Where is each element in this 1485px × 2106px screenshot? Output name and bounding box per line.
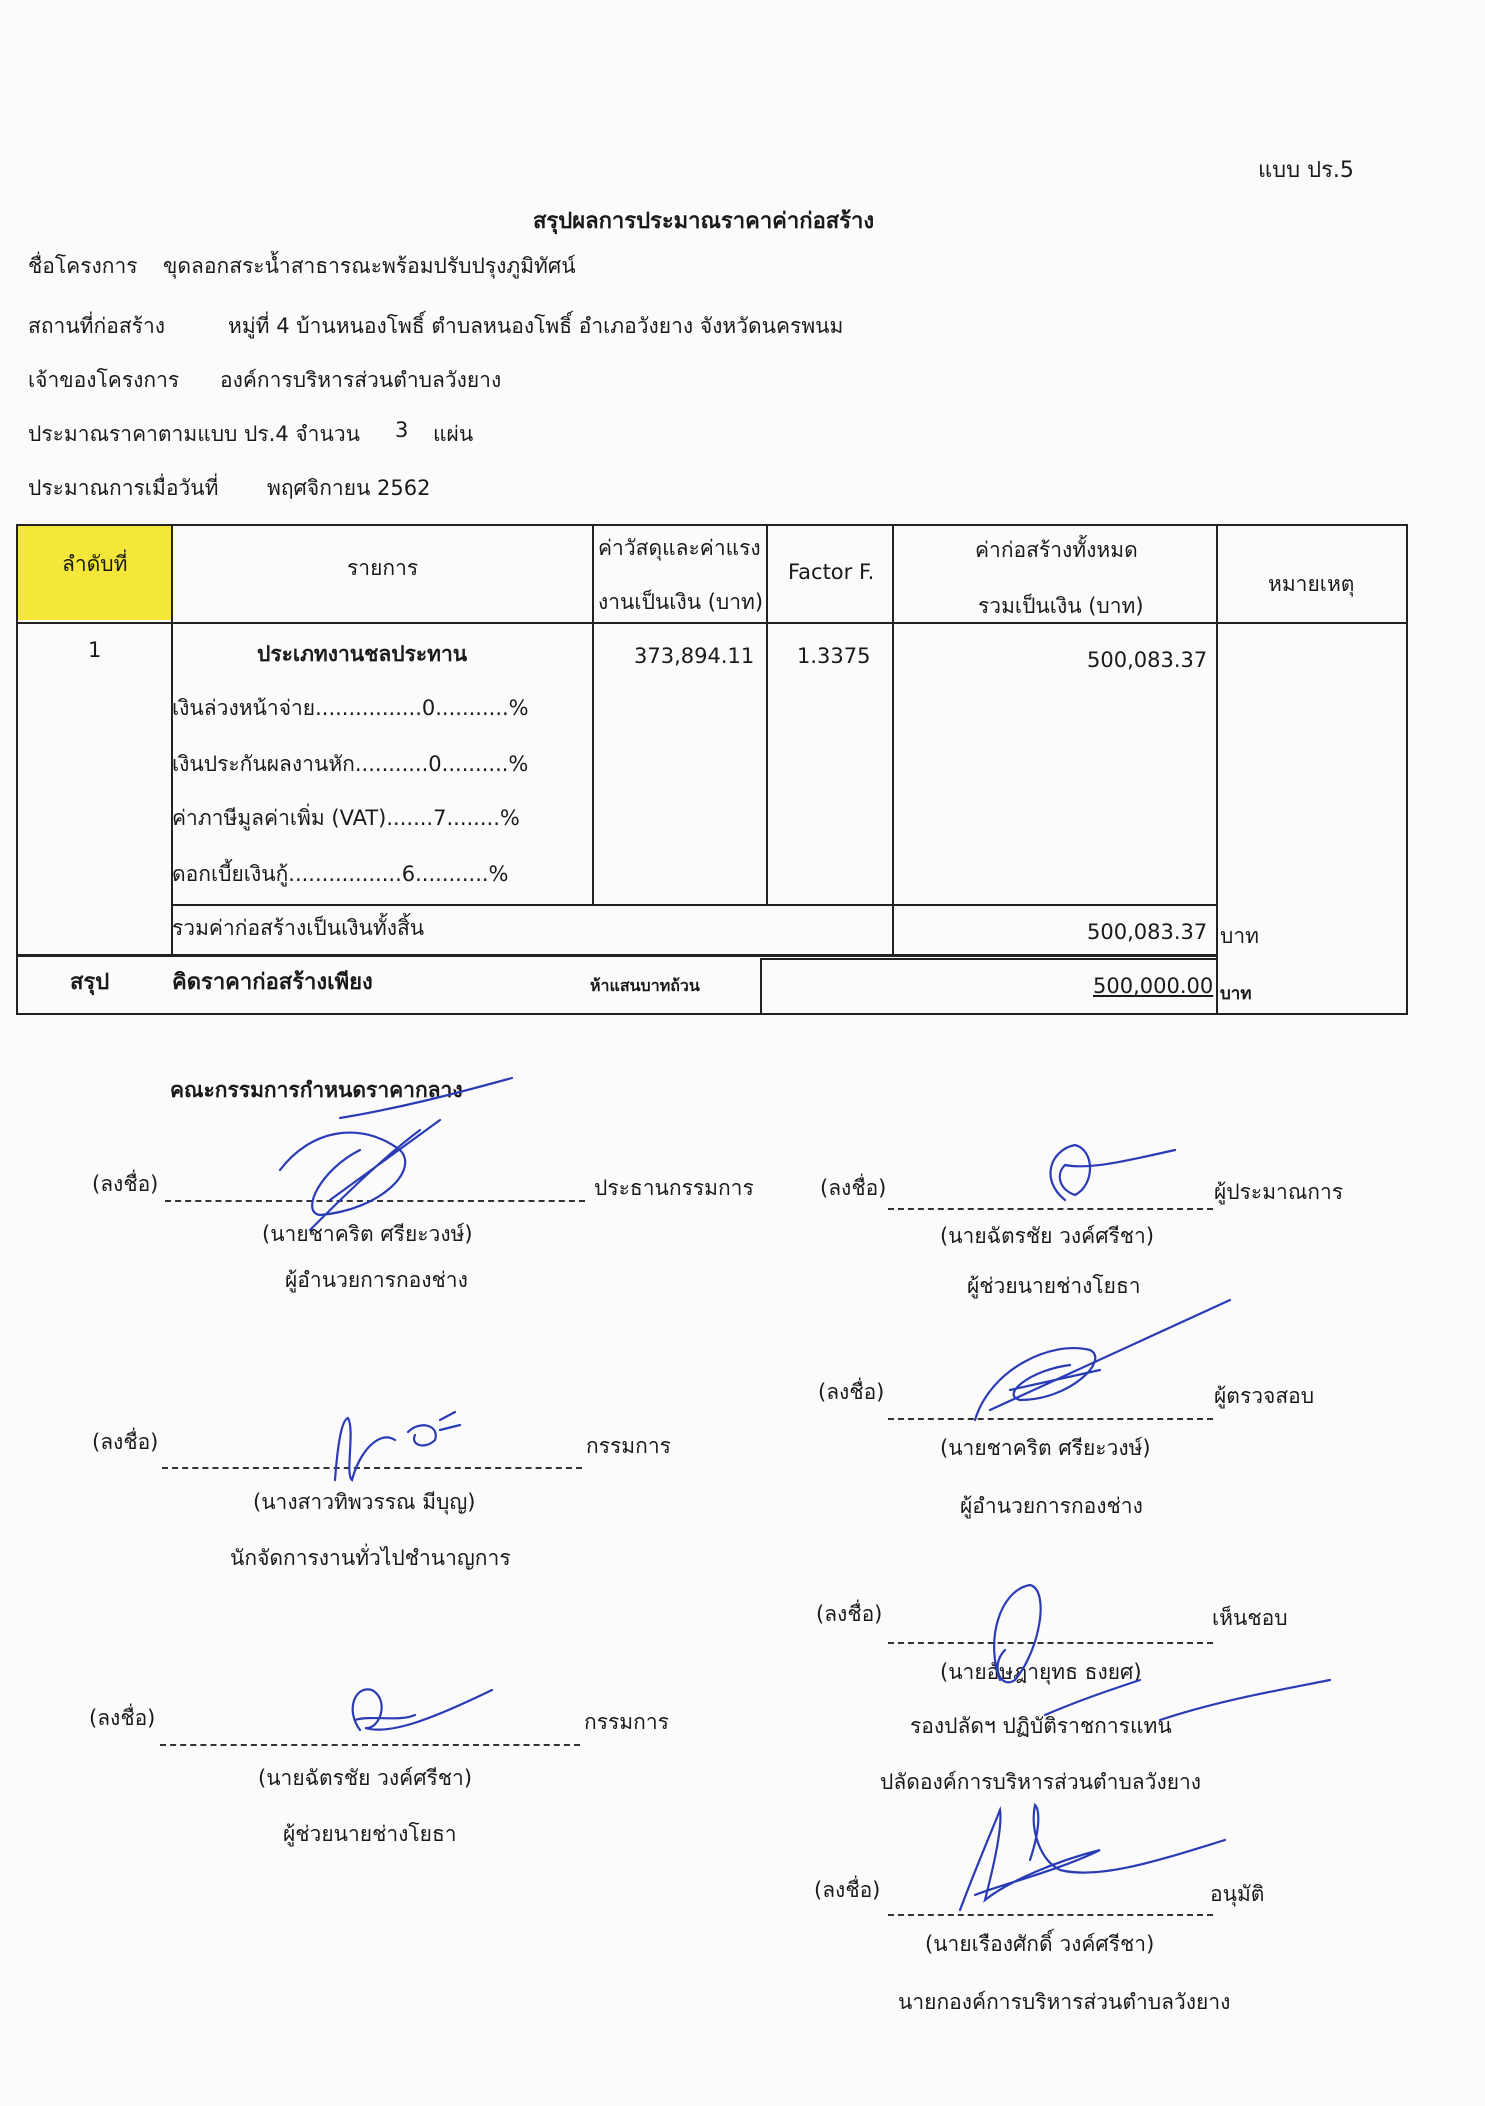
signer-position-2: ปลัดองค์การบริหารส่วนตำบลวังยาง — [880, 1770, 1202, 1794]
location-value: หมู่ที่ 4 บ้านหนองโพธิ์ ตำบลหนองโพธิ์ อำเภอวังยาง จังหวัดนครพนม — [228, 314, 844, 338]
sign-prefix: (ลงชื่อ) — [89, 1706, 156, 1730]
signer-name: (นายชาคริต ศรียะวงษ์) — [262, 1222, 473, 1246]
signer-position: รองปลัดฯ ปฏิบัติราชการแทน — [910, 1714, 1172, 1738]
form-code: แบบ ปร.5 — [1258, 158, 1354, 183]
header-material-2: งานเป็นเงิน (บาท) — [598, 590, 764, 614]
row-no: 1 — [88, 638, 102, 662]
page-title: สรุปผลการประมาณราคาค่าก่อสร้าง — [533, 209, 875, 234]
signature-estimator — [1051, 1145, 1175, 1200]
owner-value: องค์การบริหารส่วนตำบลวังยาง — [220, 368, 502, 392]
signer-name: (นายชาคริต ศรียะวงษ์) — [940, 1436, 1151, 1460]
grand-total-label: รวมค่าก่อสร้างเป็นเงินทั้งสิ้น — [172, 916, 425, 940]
sign-prefix: (ลงชื่อ) — [818, 1380, 885, 1404]
summary-label: สรุป — [70, 970, 110, 995]
summary-unit: บาท — [1220, 984, 1252, 1004]
signature-member-1 — [335, 1412, 460, 1480]
sign-prefix: (ลงชื่อ) — [816, 1602, 883, 1626]
signer-role: ประธานกรรมการ — [594, 1176, 754, 1200]
header-factor: Factor F. — [788, 560, 875, 584]
header-no: ลำดับที่ — [62, 552, 128, 576]
owner-label: เจ้าของโครงการ — [28, 368, 180, 392]
signer-role: กรรมการ — [584, 1710, 669, 1734]
signature-chairman — [280, 1120, 440, 1230]
signer-name: (นายเรืองศักดิ์ วงค์ศรีชา) — [925, 1932, 1155, 1956]
header-remark: หมายเหตุ — [1268, 572, 1355, 596]
sign-prefix: (ลงชื่อ) — [92, 1430, 159, 1454]
signer-position: ผู้ช่วยนายช่างโยธา — [967, 1274, 1141, 1298]
signer-role: กรรมการ — [586, 1434, 671, 1458]
summary-text: คิดราคาก่อสร้างเพียง — [172, 970, 373, 995]
signer-position: นักจัดการงานทั่วไปชำนาญการ — [230, 1546, 511, 1570]
sign-prefix: (ลงชื่อ) — [820, 1176, 887, 1200]
summary-value: 500,000.00 — [1093, 974, 1214, 998]
estimate-count: 3 — [395, 418, 409, 442]
row-item: ประเภทงานชลประทาน — [257, 642, 468, 666]
signer-name: (นายอัษฎายุทธ ธงยศ) — [940, 1660, 1142, 1684]
signer-role: ผู้ตรวจสอบ — [1214, 1384, 1315, 1408]
header-total-1: ค่าก่อสร้างทั้งหมด — [975, 538, 1138, 562]
estimate-unit: แผ่น — [433, 422, 474, 446]
row-factor: 1.3375 — [797, 644, 871, 668]
signer-name: (นายฉัตรชัย วงค์ศรีชา) — [940, 1224, 1155, 1248]
project-label: ชื่อโครงการ — [28, 254, 138, 278]
row-total: 500,083.37 — [1087, 648, 1208, 672]
sub-item-vat: ค่าภาษีมูลค่าเพิ่ม (VAT).......7........% — [172, 806, 520, 830]
sign-prefix: (ลงชื่อ) — [814, 1878, 881, 1902]
sign-prefix: (ลงชื่อ) — [92, 1172, 159, 1196]
grand-total-value: 500,083.37 — [1087, 920, 1208, 944]
sub-item-guarantee: เงินประกันผลงานหัก...........0..........% — [172, 752, 529, 776]
location-label: สถานที่ก่อสร้าง — [28, 314, 165, 338]
sub-item-advance: เงินล่วงหน้าจ่าย................0...........% — [172, 696, 529, 720]
estimate-label: ประมาณราคาตามแบบ ปร.4 จำนวน — [28, 422, 360, 446]
signer-role: อนุมัติ — [1210, 1882, 1265, 1906]
signer-position: ผู้ช่วยนายช่างโยธา — [283, 1822, 457, 1846]
row-material: 373,894.11 — [634, 644, 755, 668]
signature-member-2 — [353, 1689, 492, 1730]
date-value: พฤศจิกายน 2562 — [267, 476, 431, 500]
header-item: รายการ — [347, 556, 419, 580]
project-value: ขุดลอกสระน้ำสาธารณะพร้อมปรับปรุงภูมิทัศน์ — [163, 254, 576, 278]
header-total-2: รวมเป็นเงิน (บาท) — [978, 594, 1144, 618]
signer-position: นายกองค์การบริหารส่วนตำบลวังยาง — [898, 1990, 1231, 2014]
signer-name: (นางสาวทิพวรรณ มีบุญ) — [253, 1490, 476, 1514]
header-material-1: ค่าวัสดุและค่าแรง — [598, 536, 761, 560]
signer-position: ผู้อำนวยการกองช่าง — [285, 1268, 468, 1292]
grand-total-unit: บาท — [1220, 924, 1259, 948]
signer-position: ผู้อำนวยการกองช่าง — [960, 1494, 1143, 1518]
signature-approver-1 — [994, 1585, 1330, 1720]
signer-name: (นายฉัตรชัย วงค์ศรีชา) — [258, 1766, 473, 1790]
signer-role: เห็นชอบ — [1212, 1606, 1288, 1630]
handwritten-flourish — [340, 1078, 512, 1118]
signature-inspector — [975, 1300, 1230, 1420]
signature-approver-2 — [960, 1805, 1225, 1910]
sub-item-interest: ดอกเบี้ยเงินกู้.................6...........% — [172, 862, 509, 886]
committee-title: คณะกรรมการกำหนดราคากลาง — [170, 1078, 463, 1102]
signer-role: ผู้ประมาณการ — [1214, 1180, 1344, 1204]
summary-words: ห้าแสนบาทถ้วน — [590, 976, 700, 995]
date-label: ประมาณการเมื่อวันที่ — [28, 476, 219, 500]
